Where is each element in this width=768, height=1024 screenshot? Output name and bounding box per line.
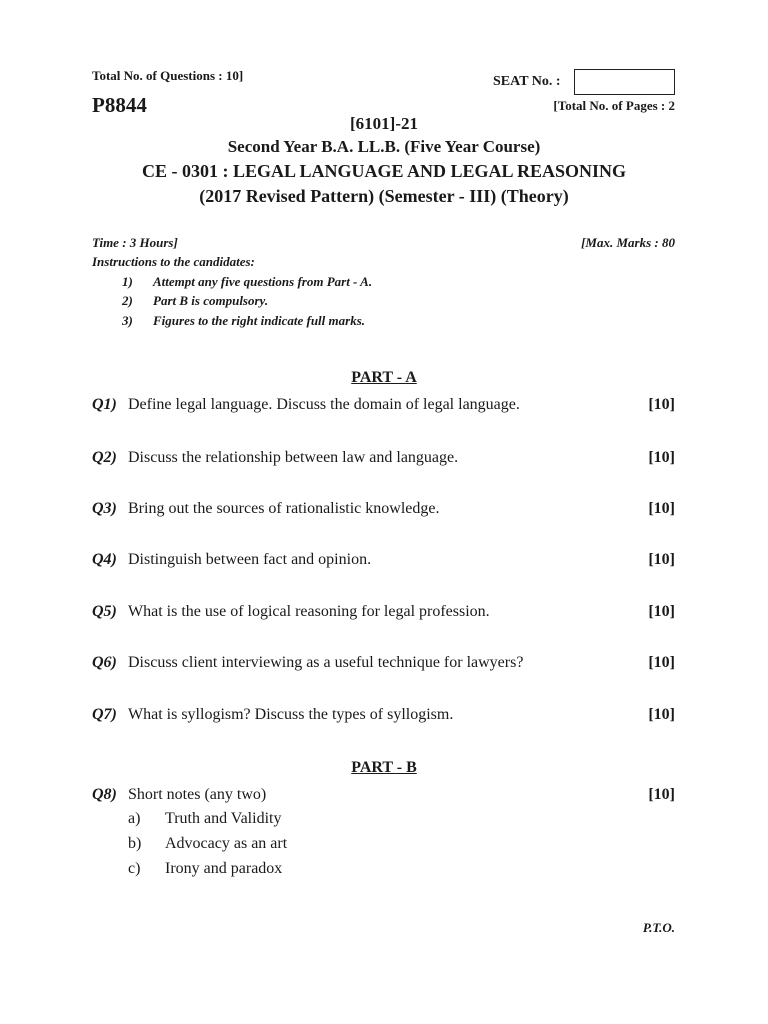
question-marks: [10] [648,449,675,466]
pto-marker: P.T.O. [642,920,675,935]
question-text: Discuss client interviewing as a useful technique for lawyers? [128,654,524,671]
question-marks: [10] [648,706,675,723]
question-marks: [10] [648,551,675,568]
instruction-number: 1) [122,274,133,289]
question-number: Q8) [92,786,117,803]
question-text: What is the use of logical reasoning for legal profession. [128,603,490,620]
question-marks: [10] [648,786,675,803]
subject-title: CE - 0301 : LEGAL LANGUAGE AND LEGAL REASONING [141,161,627,181]
question-text: Distinguish between fact and opinion. [128,551,372,568]
question-number: Q7) [92,706,117,723]
question-marks: [10] [648,603,675,620]
seat-number-box [574,69,675,95]
instruction-number: 3) [122,313,133,328]
question-number: Q3) [92,500,117,517]
question-number: Q2) [92,449,117,466]
subitem-text: Advocacy as an art [165,835,288,852]
question-marks: [10] [648,396,675,413]
part-a-title: PART - A [351,369,417,386]
question-number: Q1) [92,396,117,413]
instruction-text: Part B is compulsory. [153,293,269,308]
question-text: Bring out the sources of rationalistic knowledge. [128,500,440,517]
pattern-title: (2017 Revised Pattern) (Semester - III) (Theory) [199,186,569,206]
instruction-text: Figures to the right indicate full marks. [153,313,366,328]
subitem-label: b) [128,835,142,852]
instruction-text: Attempt any five questions from Part - A. [153,274,373,289]
subitem-text: Truth and Validity [165,810,282,827]
total-pages: [Total No. of Pages : 2 [553,98,675,113]
max-marks: [Max. Marks : 80 [581,235,675,250]
part-b-title: PART - B [351,759,417,776]
seat-number-label: SEAT No. : [493,74,561,89]
total-questions: Total No. of Questions : 10] [92,68,244,83]
question-text: Discuss the relationship between law and language. [128,449,459,466]
course-title: Second Year B.A. LL.B. (Five Year Course) [227,137,541,156]
exam-code: [6101]-21 [350,114,418,133]
subitem-label: a) [128,810,141,827]
subitem-text: Irony and paradox [165,860,283,877]
question-marks: [10] [648,500,675,517]
question-number: Q5) [92,603,117,620]
question-text: Short notes (any two) [128,786,267,803]
paper-code: P8844 [92,93,147,117]
question-number: Q4) [92,551,117,568]
question-number: Q6) [92,654,117,671]
question-text: Define legal language. Discuss the domain of legal language. [128,396,520,413]
subitem-label: c) [128,860,141,877]
instructions-title: Instructions to the candidates: [92,254,255,269]
time-allowed: Time : 3 Hours] [92,235,178,250]
question-marks: [10] [648,654,675,671]
question-text: What is syllogism? Discuss the types of syllogism. [128,706,454,723]
instruction-number: 2) [122,293,133,308]
